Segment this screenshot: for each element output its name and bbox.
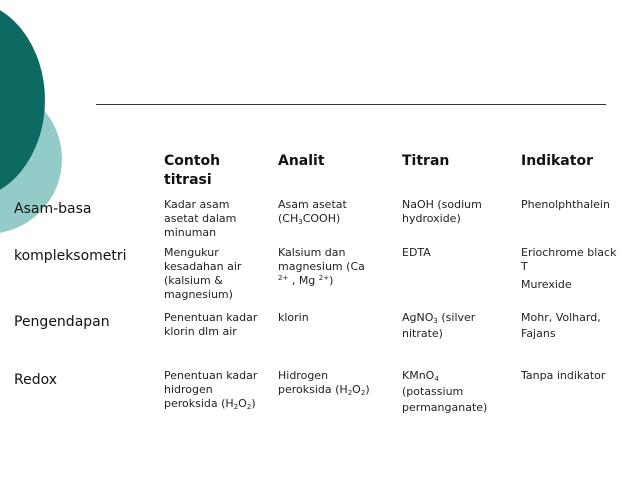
cell-titran-asam-basa: NaOH (sodium hydroxide) [402,198,482,225]
cell-analit-redox: Hidrogen peroksida $(H_2O_2)$ [278,369,370,397]
cell-titran-kompleksometri: EDTA [402,246,431,259]
cell-contoh-kompleksometri: Mengukur kesadahan air (kalsium & magnesium) [164,246,242,301]
row-label-pengendapan: Pengendapan [14,314,110,330]
row-label-kompleksometri: kompleksometri [14,248,127,264]
header-indikator: Indikator [521,153,593,169]
cell-titran-pengendapan: AgNO$_3$ (silver nitrate) [402,311,476,340]
cell-analit-pengendapan: klorin [278,311,309,324]
cell-indikator-pengendapan: Mohr, Volhard, Fajans [521,311,601,340]
cell-indikator-kompleksometri: Eriochrome black T Murexide [521,246,617,291]
cell-contoh-asam-basa: Kadar asam asetat dalam minuman [164,198,237,239]
cell-analit-asam-basa: Asam asetat $(CH_3COOH)$ [278,198,347,226]
row-label-asam-basa: Asam-basa [14,201,92,217]
row-label-redox: Redox [14,372,58,388]
cell-indikator-redox: Tanpa indikator [521,369,606,382]
cell-contoh-redox: Penentuan kadar hidrogen peroksida $(H_2O_2)$ [164,369,258,411]
cell-titran-redox: KMnO$_4$ (potassium permanganate) [402,369,488,414]
cell-contoh-pengendapan: Penentuan kadar klorin dlm air [164,311,258,338]
header-titran: Titran [402,153,450,169]
header-analit: Analit [278,153,325,169]
cell-analit-kompleksometri: Kalsium dan magnesium (Ca $^{2+}$ , Mg $^{2+}$) [278,246,365,287]
header-contoh-titrasi: Contoh titrasi [164,153,221,188]
cell-indikator-asam-basa: Phenolphthalein [521,198,610,211]
title-divider [96,104,606,105]
